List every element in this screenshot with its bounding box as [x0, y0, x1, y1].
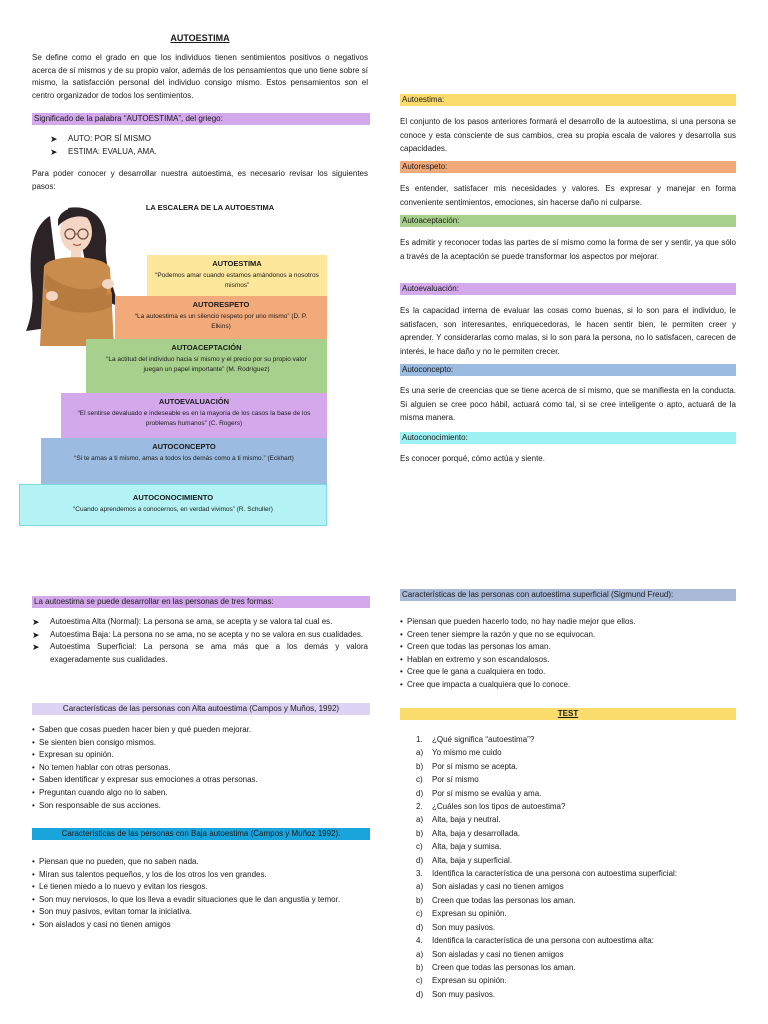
ladder-step-autorespeto: AUTORESPETO “La autoestima es un silencio respeto por uno mismo” (D. P. Elkins) — [115, 296, 327, 339]
test-item: c) Alta, baja y sumisa. — [416, 842, 502, 852]
def-text-autoconocimiento: Es conocer porqué, cómo actúa y siente. — [400, 454, 545, 463]
def-label-autoevaluacion: Autoevaluación: — [400, 283, 736, 295]
forms-list — [32, 616, 368, 666]
test-item: b) Alta, baja y desarrollada. — [416, 828, 521, 838]
test-item: d) Son muy pasivos. — [416, 922, 496, 932]
high-header: Características de las personas con Alta autoestima (Campos y Muños, 1992) — [32, 703, 370, 715]
arrow-icon: ➤ — [50, 146, 58, 157]
super-list — [400, 616, 736, 692]
list-item: • No temen hablar con otras personas. — [32, 762, 368, 775]
steps-intro: Para poder conocer y desarrollar nuestra autoestima, es necesario revisar los siguientes pasos: — [32, 169, 368, 191]
form-item: ➤ Autoestima Alta (Normal): La persona se ama, se acepta y se valora tal cual es. — [32, 617, 333, 627]
def-label-autoestima: Autoestima: — [400, 94, 736, 106]
test-item: b) Creen que todas las personas los aman. — [416, 895, 576, 905]
arrow-icon: ➤ — [32, 629, 40, 640]
meaning-list — [50, 133, 350, 158]
list-item: • Son aislados y casi no tienen amigos — [32, 919, 368, 932]
test-item: 2. ¿Cuáles son los tipos de autoestima? — [416, 802, 566, 812]
list-item: • Saben que cosas pueden hacer bien y qué pueden mejorar. — [32, 724, 368, 737]
list-item: • Hablan en extremo y son escandalosos. — [400, 654, 736, 667]
test-item: 4. Identifica la característica de una persona con autoestima alta: — [416, 936, 654, 946]
meaning-item: ➤ ESTIMA: EVALUA, AMA. — [50, 146, 157, 157]
list-item: • Creen tener siempre la razón y que no se equivocan. — [400, 629, 736, 642]
ladder-step-autoevaluacion: AUTOEVALUACIÓN “El sentirse devaluado e indeseable es en la mayoría de los casos la base de los problemas humanos” (C. Rogers) — [61, 393, 327, 438]
test-item: c) Por sí mismo — [416, 775, 479, 785]
test-item: c) Expresan su opinión. — [416, 976, 507, 986]
meaning-item: ➤ AUTO: POR SÍ MISMO — [50, 134, 151, 144]
list-item: • Piensan que pueden hacerlo todo, no hay nadie mejor que ellos. — [400, 616, 736, 629]
list-item: • Cree que le gana a cualquiera en todo. — [400, 666, 736, 679]
def-label-autoconocimiento: Autoconocimiento: — [400, 432, 736, 444]
test-title: TEST — [400, 708, 736, 720]
list-item: • Cree que impacta a cualquiera que lo conoce. — [400, 679, 736, 692]
test-item: a) Son aisladas y casi no tienen amigos — [416, 949, 564, 959]
list-item: • Piensan que no pueden, que no saben nada. — [32, 856, 368, 869]
ladder-title: LA ESCALERA DE LA AUTOESTIMA — [145, 203, 275, 212]
high-list — [32, 724, 368, 812]
list-item: • Expresan su opinión. — [32, 749, 368, 762]
def-label-autoaceptacion: Autoaceptación: — [400, 215, 736, 227]
def-text-autoevaluacion: Es la capacidad interna de evaluar las cosas como buenas, si lo son para el individuo, le satisfacen, son interesantes, enriquecedoras, le hacen sentir bien, le permiten creer y aprender. Y considerarlas como malas, si lo son para la persona, no lo satisfacen, carecen de interés, le hace daño y no le permiten crecer. — [400, 306, 736, 356]
list-item: • Son muy pasivos, evitan tomar la iniciativa. — [32, 906, 368, 919]
list-item: • Preguntan cuando algo no lo saben. — [32, 787, 368, 800]
list-item: • Saben identificar y expresar sus emociones a otras personas. — [32, 774, 368, 787]
test-item: a) Son aisladas y casi no tienen amigos — [416, 882, 564, 892]
list-item: • Son muy nerviosos, lo que los lleva a evadir situaciones que le dan angustia y temor. — [32, 894, 368, 907]
test-item: b) Por sí mismo se acepta. — [416, 761, 518, 771]
test-item: b) Creen que todas las personas los aman. — [416, 962, 576, 972]
test-item: a) Yo mismo me cuido — [416, 748, 502, 758]
test-item: d) Por sí mismo se evalúa y ama. — [416, 788, 542, 798]
list-item: • Le tienen miedo a lo nuevo y evitan los riesgos. — [32, 881, 368, 894]
test-item: 1. ¿Qué significa “autoestima”? — [416, 735, 535, 744]
ladder-step-autoconcepto: AUTOCONCEPTO “Si te amas a ti mismo, amas a todos los demás como a ti mismo.” (Eckhart) — [41, 438, 327, 484]
arrow-icon: ➤ — [32, 642, 40, 653]
arrow-icon: ➤ — [50, 134, 58, 144]
def-label-autoconcepto: Autoconcepto: — [400, 364, 736, 376]
test-item: c) Expresan su opinión. — [416, 909, 507, 919]
list-item: • Son responsable de sus acciones. — [32, 800, 368, 813]
form-item: ➤ Autoestima Superficial: La persona se ama más que a los demás y valora exageradamente sus cualidades. — [32, 642, 368, 664]
ladder-step-autoaceptacion: AUTOACEPTACIÓN “La actitud del individuo hacia sí mismo y el precio por su propio valor juegan un papel importante” (M. Rodríguez) — [86, 339, 327, 393]
arrow-icon: ➤ — [32, 617, 40, 627]
def-text-autoaceptacion: Es admitir y reconocer todas las partes de sí mismo como la forma de ser y sentir, ya que sólo a través de la aceptación se puede transformar los aspectos por mejorar. — [400, 238, 736, 261]
ladder-step-autoestima: AUTOESTIMA “Podemos amar cuando estamos amándonos a nosotros mismos” — [147, 255, 327, 296]
def-label-autorespeto: Autorespeto: — [400, 161, 736, 173]
test-item: d) Son muy pasivos. — [416, 989, 496, 999]
list-item: • Miran sus talentos pequeños, y los de los otros los ven grandes. — [32, 869, 368, 882]
super-header: Características de las personas con autoestima superficial (Sigmund Freud): — [400, 589, 736, 601]
ladder-step-autoconocimiento: AUTOCONOCIMIENTO “Cuando aprendemos a conocernos, en verdad vivimos” (R. Schuller) — [19, 484, 327, 526]
test-item: d) Alta, baja y superficial. — [416, 855, 513, 865]
def-text-autoestima: El conjunto de los pasos anteriores formará el desarrollo de la autoestima, si una persona se conoce y esta consciente de sus cambios, crea su propia escala de valores y desarrolla sus capacidades. — [400, 117, 736, 153]
meaning-header: Significado de la palabra “AUTOESTIMA”, del griego: — [32, 113, 370, 125]
test-item: 3. Identifica la característica de una persona con autoestima superficial: — [416, 869, 678, 879]
def-text-autorespeto: Es entender, satisfacer mis necesidades y valores. Es expresar y manejar en forma conveniente sentimientos, emociones, sin hacerse daño ni culparse. — [400, 184, 736, 207]
test-item: a) Alta, baja y neutral. — [416, 815, 501, 825]
page-title: AUTOESTIMA — [170, 33, 230, 43]
def-text-autoconcepto: Es una serie de creencias que se tiene acerca de sí mismo, que se manifiesta en la conducta. Si alguien se cree poco hábil, actuará como tal, si se cree inteligente o apto, actuará de la misma manera. — [400, 386, 736, 422]
test-list — [400, 733, 736, 1001]
low-list — [32, 856, 368, 932]
form-item: ➤ Autoestima Baja: La persona no se ama, no se acepta y no se valora en sus cualidades. — [32, 629, 364, 640]
low-header: Características de las personas con Baja autoestima (Campos y Muñoz 1992). — [32, 828, 370, 840]
forms-header: La autoestima se puede desarrollar en las personas de tres formas: — [32, 596, 370, 608]
intro-paragraph: Se define como el grado en que los individuos tienen sentimientos positivos o negativos acerca de sí mismos y de su propio valor, además de los pensamientos que uno tiene sobre sí mismo, la satisfacción personal del individuo consigo mismo. Estos pensamientos son el centro organizador de todos los sentimientos. — [32, 53, 368, 100]
list-item: • Se sienten bien consigo mismos. — [32, 737, 368, 750]
list-item: • Creen que todas las personas los aman. — [400, 641, 736, 654]
